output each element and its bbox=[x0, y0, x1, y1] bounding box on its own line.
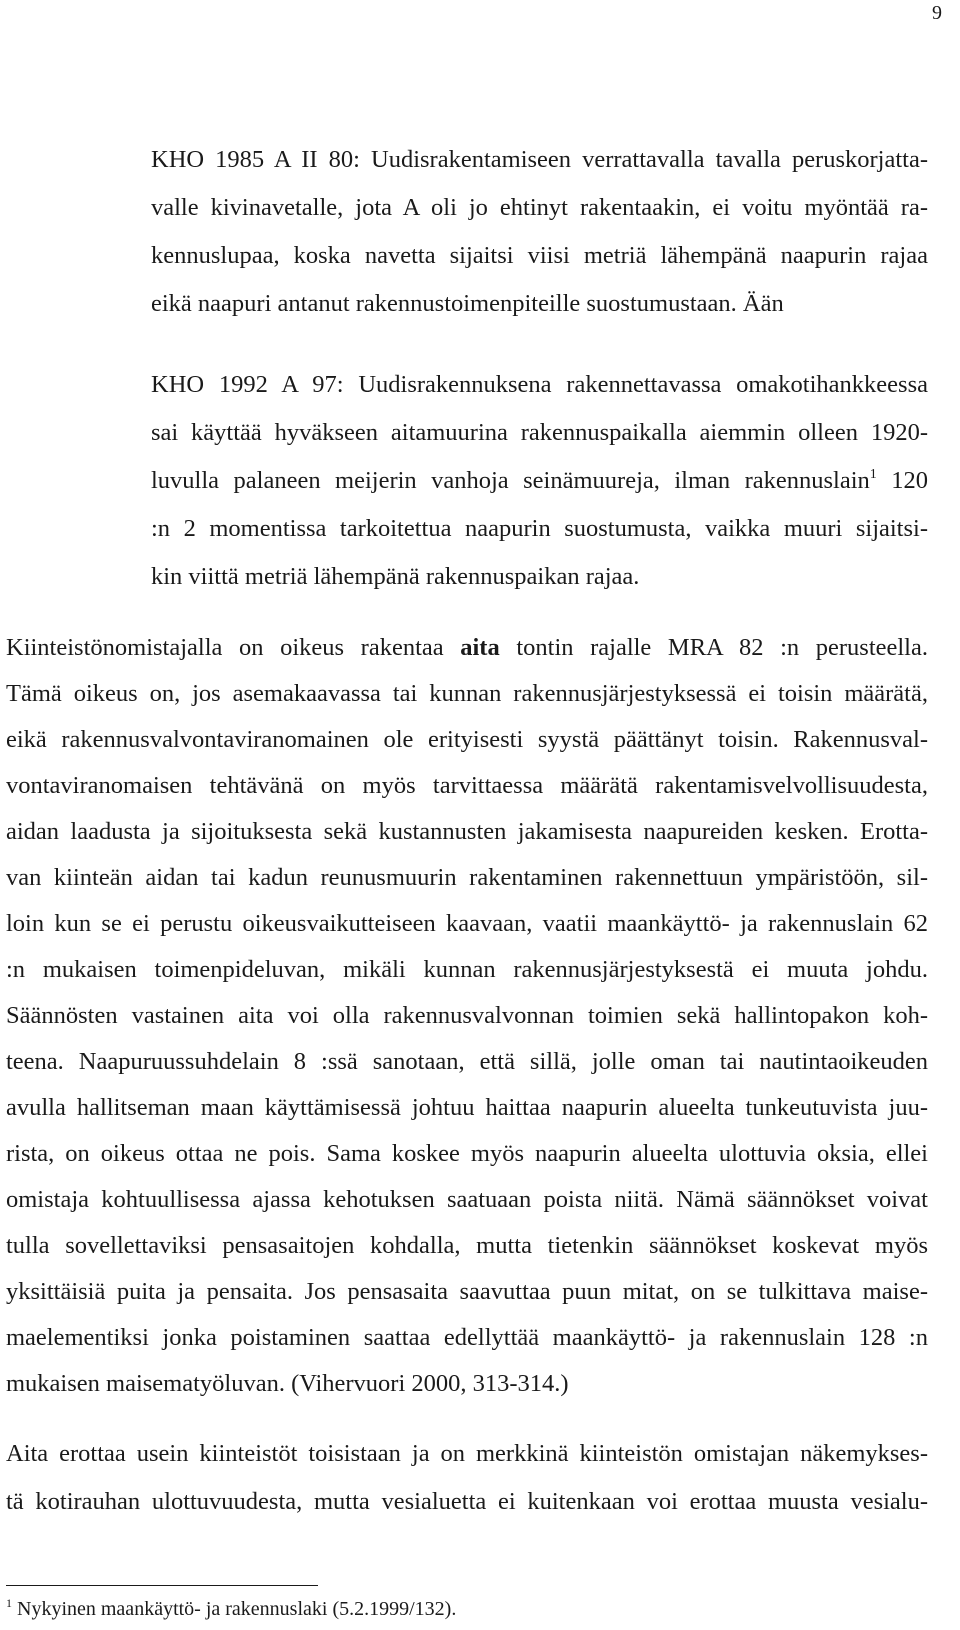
emphasized-term: aita bbox=[460, 634, 500, 661]
footnote-mark: 1 bbox=[6, 1596, 12, 1610]
paragraph-1-line-16: maelementiksi jonka poistaminen saattaa edellyttää maankäyttö- ja rakennuslain 128 :n bbox=[6, 1324, 928, 1351]
footnote-divider bbox=[6, 1585, 318, 1586]
citation-2-line-2: sai käyttää hyväkseen aitamuurina rakennuspaikalla aiemmin olleen 1920- bbox=[151, 419, 928, 446]
paragraph-1-line-8: :n mukaisen toimenpideluvan, mikäli kunnan rakennusjärjestyksestä ei muuta johdu. bbox=[6, 956, 928, 983]
paragraph-1-line-1 bbox=[6, 636, 928, 661]
paragraph-1-line-3: eikä rakennusvalvontaviranomainen ole erityisesti syystä päättänyt toisin. Rakennusval- bbox=[6, 726, 928, 753]
paragraph-1-line-11: avulla hallitseman maan käyttämisessä johtuu haittaa naapurin alueelta tunkeutuvista juu- bbox=[6, 1094, 928, 1121]
paragraph-1-line-12: rista, on oikeus ottaa ne pois. Sama koskee myös naapurin alueelta ulottuvia oksia, ellei bbox=[6, 1140, 928, 1167]
paragraph-2-line-1: Aita erottaa usein kiinteistöt toisistaan ja on merkkinä kiinteistön omistajan näkemykses- bbox=[6, 1440, 928, 1467]
citation-2-line-1: KHO 1992 A 97: Uudisrakennuksena rakennettavassa omakotihankkeessa bbox=[151, 371, 928, 398]
citation-2-line-4: :n 2 momentissa tarkoitettua naapurin suostumusta, vaikka muuri sijaitsi- bbox=[151, 515, 928, 542]
citation-2-line-3-text: luvulla palaneen meijerin vanhoja seinämuureja, ilman rakennuslain bbox=[151, 467, 870, 494]
paragraph-1-line-6: van kiinteän aidan tai kadun reunusmuurin rakentaminen rakennettuun ympäristöön, sil- bbox=[6, 864, 928, 891]
paragraph-2-line-2: tä kotirauhan ulottuvuudesta, mutta vesialuetta ei kuitenkaan voi erottaa muusta vesialu- bbox=[6, 1488, 928, 1515]
citation-2-line-5: kin viittä metriä lähempänä rakennuspaikan rajaa. bbox=[151, 563, 640, 590]
paragraph-1-line-17: mukaisen maisematyöluvan. (Vihervuori 2000, 313-314.) bbox=[6, 1370, 569, 1397]
footnote-text: Nykyinen maankäyttö- ja rakennuslaki (5.2.1999/132). bbox=[17, 1598, 457, 1620]
citation-1-line-1: KHO 1985 A II 80: Uudisrakentamiseen verrattavalla tavalla peruskorjatta- bbox=[151, 146, 928, 173]
paragraph-1-line-1-text-a: Kiinteistönomistajalla on oikeus rakentaa bbox=[6, 634, 444, 661]
citation-2-line-3-number: 120 bbox=[891, 467, 929, 494]
citation-1-line-2: valle kivinavetalle, jota A oli jo ehtinyt rakentaakin, ei voitu myöntää ra- bbox=[151, 194, 928, 221]
footnote-reference: 1 bbox=[869, 467, 877, 482]
paragraph-1-line-15: yksittäisiä puita ja pensaita. Jos pensasaita saavuttaa puun mitat, on se tulkittava maise- bbox=[6, 1278, 928, 1305]
paragraph-1-line-13: omistaja kohtuullisessa ajassa kehotuksen saatuaan poista niitä. Nämä säännökset voivat bbox=[6, 1186, 928, 1213]
page-number: 9 bbox=[932, 2, 942, 24]
paragraph-1-line-14: tulla sovellettaviksi pensasaitojen kohdalla, mutta tietenkin säännökset koskevat myös bbox=[6, 1232, 928, 1259]
citation-1-line-3: kennuslupaa, koska navetta sijaitsi viisi metriä lähempänä naapurin rajaa bbox=[151, 242, 928, 269]
paragraph-1-line-1-text-b: tontin rajalle MRA 82 :n perusteella. bbox=[516, 634, 928, 661]
paragraph-1-line-9: Säännösten vastainen aita voi olla rakennusvalvonnan toimien sekä hallintopakon koh- bbox=[6, 1002, 928, 1029]
paragraph-1-line-10: teena. Naapuruussuhdelain 8 :ssä sanotaan, että sillä, jolle oman tai nautintaoikeuden bbox=[6, 1048, 928, 1075]
paragraph-1-line-4: vontaviranomaisen tehtävänä on myös tarvittaessa määrätä rakentamisvelvollisuudesta, bbox=[6, 772, 928, 799]
paragraph-1-line-7: loin kun se ei perustu oikeusvaikutteiseen kaavaan, vaatii maankäyttö- ja rakennuslain 62 bbox=[6, 910, 928, 937]
paragraph-1-line-2: Tämä oikeus on, jos asemakaavassa tai kunnan rakennusjärjestyksessä ei toisin määrätä, bbox=[6, 680, 928, 707]
citation-2-line-3 bbox=[151, 469, 928, 494]
footnote bbox=[6, 1596, 457, 1620]
citation-1-line-4: eikä naapuri antanut rakennustoimenpiteille suostumustaan. Ään bbox=[151, 290, 784, 317]
paragraph-1-line-5: aidan laadusta ja sijoituksesta sekä kustannusten jakamisesta naapureiden kesken. Erotta- bbox=[6, 818, 928, 845]
